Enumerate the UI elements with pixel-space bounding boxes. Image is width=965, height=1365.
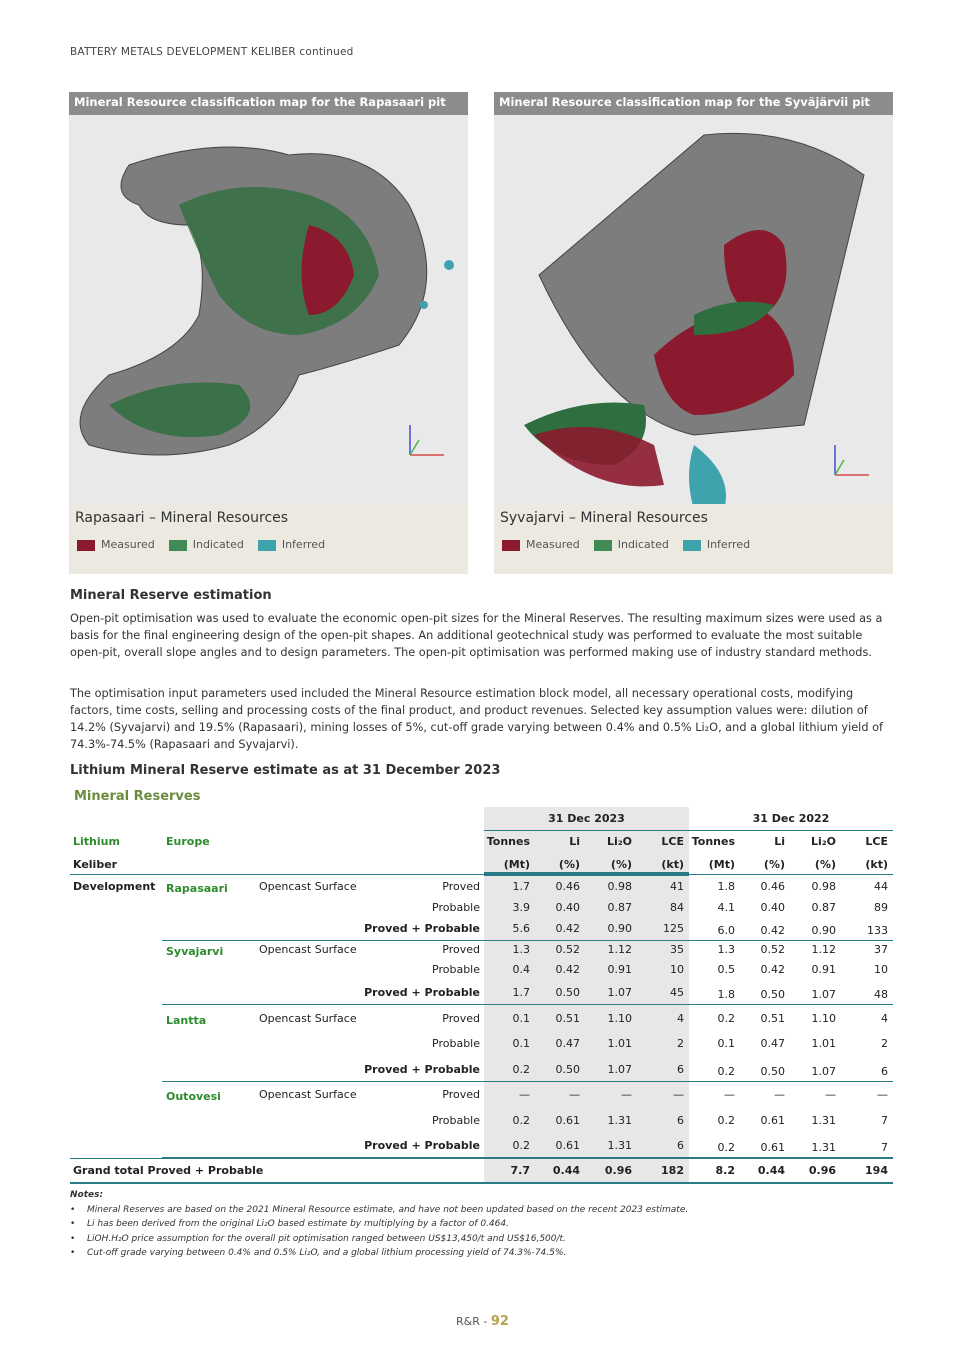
column-unit: (%) xyxy=(763,858,785,871)
note-item: • Mineral Reserves are based on the 2021 Mineral Resource estimate, and have not been updated based on the recent 2023 estimate. xyxy=(70,1203,688,1218)
mining-method: Opencast Surface xyxy=(259,1012,357,1025)
table-value: 44 xyxy=(874,880,888,893)
operation-label: Keliber xyxy=(73,858,118,871)
table-value: 5.6 xyxy=(512,922,530,935)
table-value: 0.91 xyxy=(811,963,836,976)
project-name: Lantta xyxy=(166,1014,207,1027)
table-value: 6.0 xyxy=(717,924,735,937)
table-value: 1.7 xyxy=(512,880,530,893)
legend-inferred: Inferred xyxy=(683,538,750,551)
paragraph: Open-pit optimisation was used to evaluate the economic open-pit sizes for the Mineral Reserves. The resulting maximum sizes were used as a basis for the final engineering design of the open-pit shapes. An additional geotechnical study was performed to evaluate the most suitable open-pit, overall slope angles and to design parameters. The open-pit optimisation was performed making use of industry standard methods. xyxy=(70,612,883,659)
running-header: BATTERY METALS DEVELOPMENT KELIBER continued xyxy=(70,46,354,58)
page-footer: R&R - 92 xyxy=(456,1314,509,1329)
table-value: 7 xyxy=(881,1114,888,1127)
table-value: — xyxy=(825,1088,836,1101)
table-value: 0.87 xyxy=(811,901,836,914)
table-value: — xyxy=(621,1088,632,1101)
legend-inferred: Inferred xyxy=(258,538,325,551)
table-value: 0.51 xyxy=(555,1012,580,1025)
page-number: 92 xyxy=(490,1314,509,1329)
column-unit: (%) xyxy=(558,858,580,871)
table-value: 1.31 xyxy=(607,1114,632,1127)
table-value: 0.46 xyxy=(760,880,785,893)
table-value: 6 xyxy=(677,1063,684,1076)
table-value: 1.12 xyxy=(811,943,836,956)
table-value: 3.9 xyxy=(512,901,530,914)
table-value: 1.10 xyxy=(607,1012,632,1025)
table-value: 0.2 xyxy=(717,1012,735,1025)
table-rule xyxy=(162,1081,893,1082)
table-value: — xyxy=(877,1088,888,1101)
table-value: 89 xyxy=(874,901,888,914)
grand-total-value: 7.7 xyxy=(510,1164,530,1177)
table-value: 0.90 xyxy=(811,924,836,937)
map-title: Syvajarvi – Mineral Resources xyxy=(500,510,708,526)
table-value: 0.4 xyxy=(512,963,530,976)
table-value: 0.50 xyxy=(760,1065,785,1078)
map-legend xyxy=(494,504,893,574)
reserve-category: Proved + Probable xyxy=(364,1063,480,1076)
table-value: 0.51 xyxy=(760,1012,785,1025)
table-value: 0.1 xyxy=(512,1037,530,1050)
table-value: 0.61 xyxy=(555,1114,580,1127)
table-value: 0.1 xyxy=(512,1012,530,1025)
note-item: • LiOH.H₂O price assumption for the overall pit optimisation ranged between US$13,450/t and US$16,500/t. xyxy=(70,1232,688,1247)
note-item: • Li has been derived from the original Li₂O based estimate by multiplying by a factor of 0.464. xyxy=(70,1217,688,1232)
table-value: 1.01 xyxy=(607,1037,632,1050)
table-value: 0.2 xyxy=(512,1063,530,1076)
table-value: 1.07 xyxy=(607,986,632,999)
project-name: Outovesi xyxy=(166,1090,221,1103)
table-value: 0.2 xyxy=(512,1139,530,1152)
column-header: Tonnes xyxy=(486,835,530,848)
column-header: LCE xyxy=(865,835,888,848)
region-label: Europe xyxy=(166,835,210,848)
table-rule xyxy=(162,1004,893,1005)
table-value: 7 xyxy=(881,1141,888,1154)
reserve-category: Probable xyxy=(432,1114,480,1127)
legend-measured: Measured xyxy=(77,538,155,551)
paragraph: The optimisation input parameters used included the Mineral Resource estimation block model, all necessary operational costs, modifying factors, time costs, selling and processing costs of the final product, and product revenues. Selected key assumption values were: dilution of 14.2% (Syvajarvi) and 19.5% (Rapasaari), mining losses of 5%, cut-off grade varying between 0.4% and 0.5% Li₂O, and a global lithium yield of 74.3%-74.5% (Rapasaari and Syvajarvi). xyxy=(70,687,883,751)
table-value: 4.1 xyxy=(717,901,735,914)
table-value: 1.07 xyxy=(607,1063,632,1076)
reserve-category: Proved xyxy=(442,1012,480,1025)
table-value: 0.42 xyxy=(760,963,785,976)
table-rule xyxy=(70,1182,893,1184)
table-value: 0.91 xyxy=(607,963,632,976)
reserve-category: Proved + Probable xyxy=(364,922,480,935)
table-value: 0.61 xyxy=(555,1139,580,1152)
table-subheading: Mineral Reserves xyxy=(74,789,201,804)
table-value: 41 xyxy=(670,880,684,893)
table-value: — xyxy=(724,1088,735,1101)
reserve-category: Proved + Probable xyxy=(364,986,480,999)
column-unit: (Mt) xyxy=(708,858,735,871)
table-value: 1.7 xyxy=(512,986,530,999)
legend-measured: Measured xyxy=(502,538,580,551)
table-value: 10 xyxy=(670,963,684,976)
table-value: 4 xyxy=(881,1012,888,1025)
notes xyxy=(70,1188,688,1261)
column-unit: (kt) xyxy=(661,858,684,871)
table-rule xyxy=(484,830,893,831)
table-value: 0.2 xyxy=(717,1114,735,1127)
column-header: Li₂O xyxy=(607,835,632,848)
project-name: Rapasaari xyxy=(166,882,228,895)
mining-method: Opencast Surface xyxy=(259,1088,357,1101)
grand-total-value: 0.96 xyxy=(604,1164,632,1177)
table-value: — xyxy=(519,1088,530,1101)
table-value: 1.31 xyxy=(607,1139,632,1152)
column-unit: (Mt) xyxy=(503,858,530,871)
legend-indicated: Indicated xyxy=(169,538,244,551)
table-value: 6 xyxy=(677,1114,684,1127)
table-value: 45 xyxy=(670,986,684,999)
notes-label: Notes: xyxy=(70,1190,104,1200)
column-header: LCE xyxy=(661,835,684,848)
column-header: Tonnes xyxy=(691,835,735,848)
table-value: 0.2 xyxy=(717,1065,735,1078)
column-header: Li xyxy=(569,835,580,848)
table-value: 1.12 xyxy=(607,943,632,956)
reserve-category: Proved + Probable xyxy=(364,1139,480,1152)
column-unit: (%) xyxy=(610,858,632,871)
grand-total-value: 8.2 xyxy=(715,1164,735,1177)
table-value: 0.2 xyxy=(512,1114,530,1127)
section-heading: Mineral Reserve estimation xyxy=(70,588,272,603)
grand-total-value: 0.44 xyxy=(757,1164,785,1177)
map-caption: Mineral Resource classification map for the Rapasaari pit xyxy=(69,92,468,115)
table-value: 0.50 xyxy=(555,986,580,999)
legend-indicated: Indicated xyxy=(594,538,669,551)
table-value: — xyxy=(673,1088,684,1101)
period-2023-header: 31 Dec 2023 xyxy=(548,812,625,825)
table-value: 0.50 xyxy=(555,1063,580,1076)
table-value: 1.8 xyxy=(717,880,735,893)
table-value: 35 xyxy=(670,943,684,956)
table-value: — xyxy=(569,1088,580,1101)
table-value: 1.8 xyxy=(717,988,735,1001)
table-value: 6 xyxy=(881,1065,888,1078)
table-rule xyxy=(484,872,689,876)
table-value: 0.42 xyxy=(555,963,580,976)
table-value: 1.10 xyxy=(811,1012,836,1025)
table-value: 0.50 xyxy=(760,988,785,1001)
table-value: 1.3 xyxy=(512,943,530,956)
note-item: • Cut-off grade varying between 0.4% and 0.5% Li₂O, and a global lithium processing yield of 74.3%-74.5%. xyxy=(70,1246,688,1261)
table-value: 84 xyxy=(670,901,684,914)
table-value: 4 xyxy=(677,1012,684,1025)
map-caption: Mineral Resource classification map for the Syväjärvii pit xyxy=(494,92,893,115)
table-value: 2 xyxy=(677,1037,684,1050)
commodity-label: Lithium xyxy=(73,835,120,848)
table-value: 0.61 xyxy=(760,1114,785,1127)
table-value: 0.40 xyxy=(760,901,785,914)
table-value: 0.47 xyxy=(760,1037,785,1050)
table-value: 0.98 xyxy=(811,880,836,893)
syvajarvi-map-panel xyxy=(494,92,893,574)
grand-total-value: 182 xyxy=(661,1164,684,1177)
column-header: Li xyxy=(774,835,785,848)
table-value: 48 xyxy=(874,988,888,1001)
grand-total-value: 194 xyxy=(865,1164,888,1177)
period-2022-header: 31 Dec 2022 xyxy=(752,812,830,825)
table-value: 1.01 xyxy=(811,1037,836,1050)
table-value: 0.40 xyxy=(555,901,580,914)
grand-total-value: 0.44 xyxy=(552,1164,580,1177)
syvajarvi-pit-map-image xyxy=(494,115,893,505)
table-value: 0.52 xyxy=(760,943,785,956)
table-rule xyxy=(70,1158,893,1159)
table-value: 0.98 xyxy=(607,880,632,893)
table-value: 0.2 xyxy=(717,1141,735,1154)
table-value: 0.90 xyxy=(607,922,632,935)
table-value: 0.46 xyxy=(555,880,580,893)
table-value: 37 xyxy=(874,943,888,956)
reserve-category: Probable xyxy=(432,963,480,976)
column-unit: (kt) xyxy=(865,858,888,871)
reserve-category: Proved xyxy=(442,943,480,956)
table-value: 1.31 xyxy=(811,1114,836,1127)
table-value: 2 xyxy=(881,1037,888,1050)
grand-total-label: Grand total Proved + Probable xyxy=(73,1164,264,1177)
table-value: 0.52 xyxy=(555,943,580,956)
project-name: Syvajarvi xyxy=(166,945,224,958)
map-legend xyxy=(69,504,468,574)
rapasaari-pit-map-image xyxy=(69,115,468,505)
table-heading: Lithium Mineral Reserve estimate as at 31 December 2023 xyxy=(70,763,501,778)
column-header: Li₂O xyxy=(811,835,836,848)
table-rule xyxy=(162,940,893,941)
table-value: — xyxy=(774,1088,785,1101)
table-value: 0.42 xyxy=(555,922,580,935)
table-value: 125 xyxy=(663,922,684,935)
mining-method: Opencast Surface xyxy=(259,880,357,893)
table-rule xyxy=(70,874,893,875)
table-value: 133 xyxy=(867,924,888,937)
table-value: 0.5 xyxy=(717,963,735,976)
reserve-category: Probable xyxy=(432,1037,480,1050)
table-value: 1.07 xyxy=(811,988,836,1001)
stage-label: Development xyxy=(73,880,156,893)
table-value: 10 xyxy=(874,963,888,976)
table-value: 6 xyxy=(677,1139,684,1152)
reserve-category: Proved xyxy=(442,1088,480,1101)
reserve-category: Proved xyxy=(442,880,480,893)
table-value: 0.87 xyxy=(607,901,632,914)
table-value: 0.42 xyxy=(760,924,785,937)
column-unit: (%) xyxy=(814,858,836,871)
map-title: Rapasaari – Mineral Resources xyxy=(75,510,289,526)
table-value: 0.1 xyxy=(717,1037,735,1050)
table-value: 0.47 xyxy=(555,1037,580,1050)
table-value: 1.31 xyxy=(811,1141,836,1154)
mining-method: Opencast Surface xyxy=(259,943,357,956)
table-value: 1.07 xyxy=(811,1065,836,1078)
table-value: 0.61 xyxy=(760,1141,785,1154)
grand-total-value: 0.96 xyxy=(808,1164,836,1177)
rapasaari-map-panel xyxy=(69,92,468,574)
table-value: 1.3 xyxy=(717,943,735,956)
reserve-category: Probable xyxy=(432,901,480,914)
